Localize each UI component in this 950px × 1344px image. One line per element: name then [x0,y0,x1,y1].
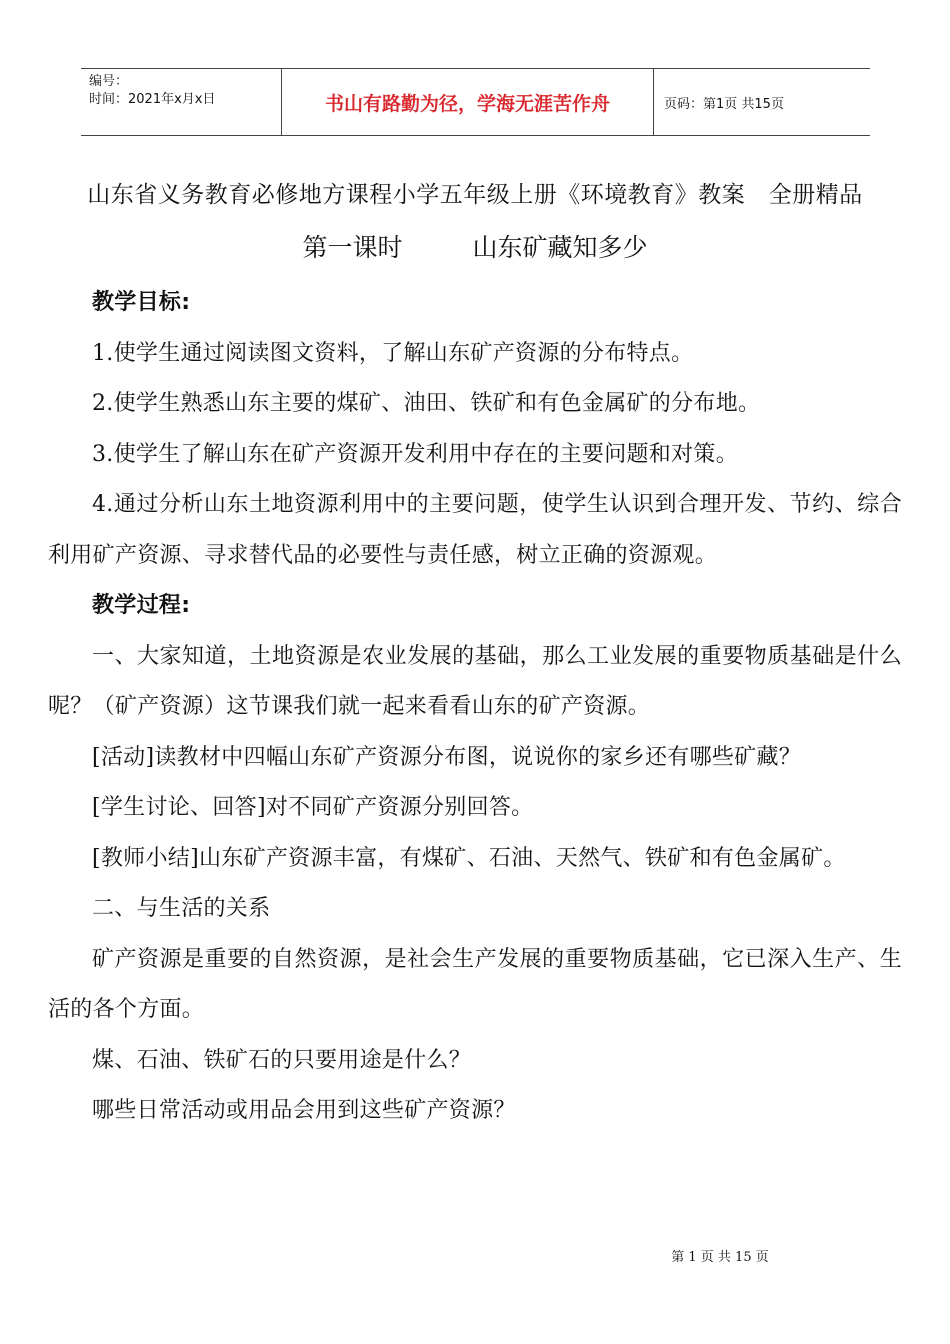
lesson-number: 第一课时 [302,233,403,262]
process-paragraph: [教师小结]山东矿产资源丰富，有煤矿、石油、天然气、铁矿和有色金属矿。 [92,845,846,871]
header-table [81,68,870,136]
process-paragraph: 哪些日常活动或用品会用到这些矿产资源？ [92,1098,516,1123]
document-title: 山东省义务教育必修地方课程小学五年级上册《环境教育》教案 全册精品 [87,182,863,208]
lesson-name: 山东矿藏知多少 [472,233,648,262]
goals-heading: 教学目标: [92,290,191,315]
goal-item: 3.使学生了解山东在矿产资源开发利用中存在的主要问题和对策。 [92,441,738,467]
process-paragraph: 一、大家知道，土地资源是农业发展的基础，那么工业发展的重要物质基础是什么呢？（矿产资源）这节课我们就一起来看看山东的矿产资源。 [48,643,902,719]
lesson-title [0,228,950,264]
code-label: 编号： [89,74,129,89]
process-paragraph: 二、与生活的关系 [92,896,271,921]
process-heading: 教学过程: [92,593,191,618]
lesson-body [48,278,902,1137]
header-page-info: 页码：第1页 共15页 [664,96,784,112]
header-meta [81,69,282,135]
process-paragraph: [学生讨论、回答]对不同矿产资源分别回答。 [92,795,534,820]
goal-item: 4.通过分析山东土地资源利用中的主要问题，使学生认识到合理开发、节约、综合利用矿产资源、寻求替代品的必要性与责任感，树立正确的资源观。 [48,492,902,568]
header-motto: 书山有路勤为径，学海无涯苦作舟 [282,69,654,135]
page-footer: 第 1 页 共 15 页 [671,1250,769,1265]
time-label: 时间：2021年x月x日 [89,92,216,107]
goal-item: 1.使学生通过阅读图文资料，了解山东矿产资源的分布特点。 [92,340,694,366]
process-paragraph: 煤、石油、铁矿石的只要用途是什么？ [92,1047,472,1073]
goal-item: 2.使学生熟悉山东主要的煤矿、油田、铁矿和有色金属矿的分布地。 [92,391,761,416]
process-paragraph: [活动]读教材中四幅山东矿产资源分布图，说说你的家乡还有哪些矿藏？ [92,744,802,770]
process-paragraph: 矿产资源是重要的自然资源，是社会生产发展的重要物质基础，它已深入生产、生活的各个方面。 [48,946,902,1022]
